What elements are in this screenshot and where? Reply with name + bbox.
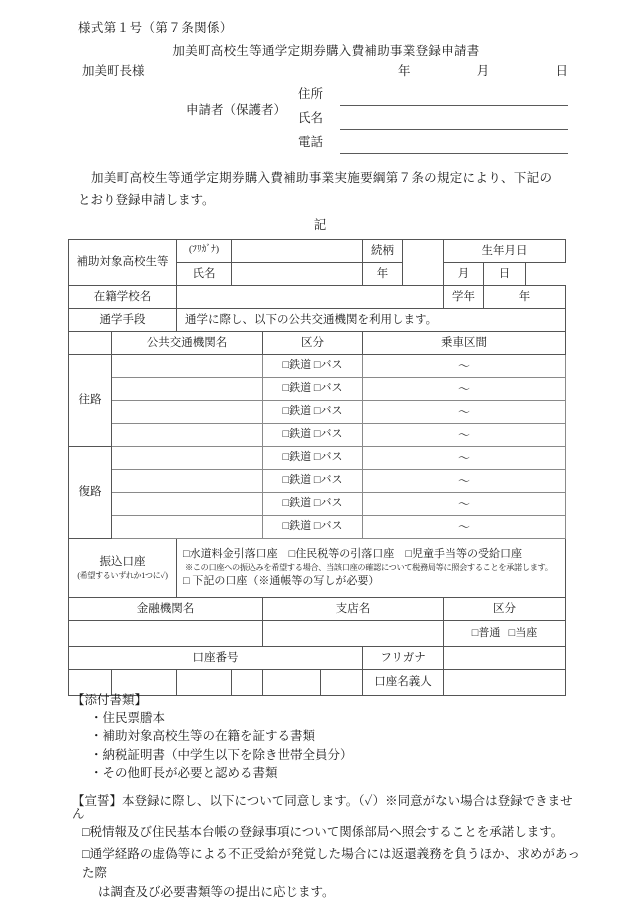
account-holder-label: 口座名義人 <box>363 670 444 696</box>
applicant-address-label: 住所 <box>298 87 324 101</box>
account-digit-cell[interactable] <box>112 670 177 696</box>
category-checkboxes[interactable]: □鉄道 □バス <box>263 424 363 447</box>
check-rail-label: 鉄道 <box>289 474 312 487</box>
category-checkboxes[interactable]: □鉄道 □バス <box>263 447 363 470</box>
commute-direction-header <box>69 332 112 355</box>
table-row <box>69 470 566 493</box>
applicant-address-input[interactable] <box>340 105 568 106</box>
commute-means-text: 通学に際し、以下の公共交通機関を利用します。 <box>177 309 566 332</box>
account-digit-cell[interactable] <box>69 670 112 696</box>
bank-account-row <box>69 539 566 598</box>
date-day-label: 日 <box>555 64 568 78</box>
branch-header: 支店名 <box>263 598 444 621</box>
section-input[interactable]: 〜 <box>363 516 566 539</box>
list-item: ・納税証明書（中学生以下を除き世帯全員分） <box>90 747 353 762</box>
relation-label: 続柄 <box>363 240 403 263</box>
account-furigana-label: フリガナ <box>363 647 444 670</box>
relation-input[interactable] <box>403 240 444 286</box>
checkbox-below-account[interactable]: □ 下記の口座（※通帳等の写しが必要） <box>183 574 380 587</box>
bank-input-row <box>69 621 566 647</box>
section-header: 乗車区間 <box>363 332 566 355</box>
account-number-header-row <box>69 647 566 670</box>
applicant-phone-label: 電話 <box>298 135 324 149</box>
commute-means-label: 通学手段 <box>69 309 177 332</box>
checkbox-residence-tax[interactable]: □住民税等の引落口座 <box>288 547 395 560</box>
bank-label-note: (希望するいずれか1つに✓) <box>77 570 168 580</box>
category-header: 区分 <box>263 332 363 355</box>
date-line <box>398 61 568 79</box>
section-input[interactable]: 〜 <box>363 470 566 493</box>
oath-section <box>72 795 582 909</box>
table-row <box>69 401 566 424</box>
date-year-label: 年 <box>398 64 411 78</box>
check-rail-label: 鉄道 <box>289 520 312 533</box>
check-rail-label: 鉄道 <box>289 428 312 441</box>
school-input[interactable] <box>177 286 444 309</box>
attachments-heading: 【添付書類】 <box>72 693 148 707</box>
applicant-address-row <box>298 84 568 108</box>
oath-checkbox-item-1[interactable]: □税情報及び住民基本台帳の登録事項について関係部局へ照会することを承諾します。 <box>82 825 564 839</box>
bank-label-cell <box>69 539 177 598</box>
bank-consent-note: ※この口座への振込みを希望する場合、当該口座の確認について税務局等に照会することを承諾します。 <box>185 563 553 573</box>
bank-options-cell <box>177 539 566 598</box>
account-digit-cell[interactable] <box>232 670 263 696</box>
grade-label: 学年 <box>444 286 484 309</box>
check-bus-label: バス <box>320 428 343 441</box>
check-bus-label: バス <box>320 520 343 533</box>
type-toza-label: 当座 <box>515 626 538 639</box>
oath-item-2-line1: □通学経路の虚偽等による不正受給が発覚した場合には返還義務を負うほか、求めがあった際 <box>82 846 580 880</box>
account-digit-cell[interactable] <box>321 670 363 696</box>
category-checkboxes[interactable]: □鉄道 □バス <box>263 516 363 539</box>
applicant-name-row <box>298 108 568 132</box>
section-input[interactable]: 〜 <box>363 424 566 447</box>
school-row <box>69 286 566 309</box>
birthdate-label: 生年月日 <box>444 240 566 263</box>
check-rail-label: 鉄道 <box>289 382 312 395</box>
student-name-input[interactable] <box>232 263 363 286</box>
option-child-allowance-label: 児童手当等の受給口座 <box>411 547 522 560</box>
table-row <box>69 516 566 539</box>
check-rail-label: 鉄道 <box>289 497 312 510</box>
category-checkboxes[interactable]: □鉄道 □バス <box>263 470 363 493</box>
date-month-label: 月 <box>476 64 490 78</box>
option-below-label: 下記の口座（※通帳等の写しが必要） <box>192 574 380 587</box>
account-holder-input[interactable] <box>444 670 566 696</box>
checkbox-water[interactable]: □水道料金引落口座 <box>183 547 278 560</box>
applicant-name-input[interactable] <box>340 129 568 130</box>
list-item: ・補助対象高校生等の在籍を証する書類 <box>90 729 316 743</box>
birth-year-cell[interactable]: 年 <box>363 263 403 286</box>
table-row <box>69 493 566 516</box>
transport-name-input[interactable] <box>112 516 263 539</box>
list-item: ・住民票謄本 <box>90 710 166 725</box>
furigana-label: (ﾌﾘｶﾞﾅ) <box>177 240 232 263</box>
attachments-list <box>72 712 572 780</box>
check-bus-label: バス <box>320 474 343 487</box>
transport-name-input[interactable] <box>112 378 263 401</box>
section-input[interactable]: 〜 <box>363 378 566 401</box>
student-row-label: 補助対象高校生等 <box>69 240 177 286</box>
section-input[interactable]: 〜 <box>363 493 566 516</box>
type-futsu-label: 普通 <box>478 626 501 639</box>
account-digit-cell[interactable] <box>263 670 321 696</box>
transport-name-input[interactable] <box>112 424 263 447</box>
checkbox-child-allowance[interactable]: □児童手当等の受給口座 <box>405 547 522 560</box>
check-bus-label: バス <box>320 497 343 510</box>
transport-name-input[interactable] <box>112 355 263 378</box>
student-furigana-row <box>69 240 566 263</box>
outbound-label: 往路 <box>69 355 112 447</box>
table-row <box>69 447 566 470</box>
commute-header-row <box>69 332 566 355</box>
oath-item-2-line2: は調査及び必要書類等の提出に応じます。 <box>98 885 335 900</box>
section-input[interactable]: 〜 <box>363 401 566 424</box>
applicant-phone-row <box>298 132 568 156</box>
applicant-phone-input[interactable] <box>340 153 568 154</box>
student-name-label: 氏名 <box>177 263 232 286</box>
check-rail-label: 鉄道 <box>289 359 312 372</box>
grade-input[interactable]: 年 <box>484 286 566 309</box>
oath-heading: 【宣誓】本登録に際し、以下について同意します。（✓）※同意がない場合は登録できません <box>72 794 573 821</box>
category-checkboxes[interactable]: □鉄道 □バス <box>263 493 363 516</box>
transport-name-input[interactable] <box>112 401 263 424</box>
student-furigana-input[interactable] <box>232 240 363 263</box>
section-input[interactable]: 〜 <box>363 355 566 378</box>
account-number-label: 口座番号 <box>69 647 363 670</box>
branch-input[interactable] <box>263 621 444 647</box>
bank-option-row <box>183 548 559 562</box>
table-row <box>69 355 566 378</box>
institution-input[interactable] <box>69 621 263 647</box>
transport-name-input[interactable] <box>112 470 263 493</box>
account-number-row <box>69 670 566 696</box>
form-number: 様式第１号（第７条関係） <box>78 21 233 35</box>
category-checkboxes[interactable]: □鉄道 □バス <box>263 378 363 401</box>
intro-paragraph: 加美町高校生等通学定期券購入費補助事業実施要綱第７条の規定により、下記のとおり登録申請します。 <box>78 171 552 207</box>
check-rail-label: 鉄道 <box>289 451 312 464</box>
institution-header: 金融機関名 <box>69 598 263 621</box>
transport-name-input[interactable] <box>112 493 263 516</box>
addressee-label: 加美町長様 <box>82 64 145 78</box>
check-bus-label: バス <box>320 451 343 464</box>
ki-marker: 記 <box>313 218 327 232</box>
account-type-checkboxes[interactable]: □普通 □当座 <box>444 621 566 647</box>
birth-day-cell[interactable]: 日 <box>484 263 526 286</box>
application-table <box>68 239 566 696</box>
document-title: 加美町高校生等通学定期券購入費補助事業登録申請書 <box>172 44 480 58</box>
applicant-label: 申請者（保護者） <box>186 103 287 117</box>
oath-checkbox-item-2[interactable] <box>82 845 580 903</box>
check-bus-label: バス <box>320 359 343 372</box>
commute-means-row <box>69 309 566 332</box>
transport-name-input[interactable] <box>112 447 263 470</box>
category-checkboxes[interactable]: □鉄道 □バス <box>263 355 363 378</box>
account-furigana-input[interactable] <box>444 647 566 670</box>
applicant-name-label: 氏名 <box>298 111 324 125</box>
birth-month-cell[interactable]: 月 <box>444 263 484 286</box>
check-rail-label: 鉄道 <box>289 405 312 418</box>
transport-name-header: 公共交通機関名 <box>112 332 263 355</box>
section-input[interactable]: 〜 <box>363 447 566 470</box>
school-label: 在籍学校名 <box>69 286 177 309</box>
table-row <box>69 378 566 401</box>
check-bus-label: バス <box>320 405 343 418</box>
list-item: ・その他町長が必要と認める書類 <box>90 766 278 780</box>
bank-label: 振込口座 <box>99 556 146 569</box>
return-label: 復路 <box>69 447 112 539</box>
option-water-label: 水道料金引落口座 <box>189 547 278 560</box>
account-digit-cell[interactable] <box>177 670 232 696</box>
applicant-block <box>186 84 568 156</box>
option-residence-tax-label: 住民税等の引落口座 <box>295 547 395 560</box>
check-bus-label: バス <box>320 382 343 395</box>
bank-header-row <box>69 598 566 621</box>
table-row <box>69 424 566 447</box>
account-type-header: 区分 <box>444 598 566 621</box>
attachments-section <box>72 694 572 786</box>
category-checkboxes[interactable]: □鉄道 □バス <box>263 401 363 424</box>
